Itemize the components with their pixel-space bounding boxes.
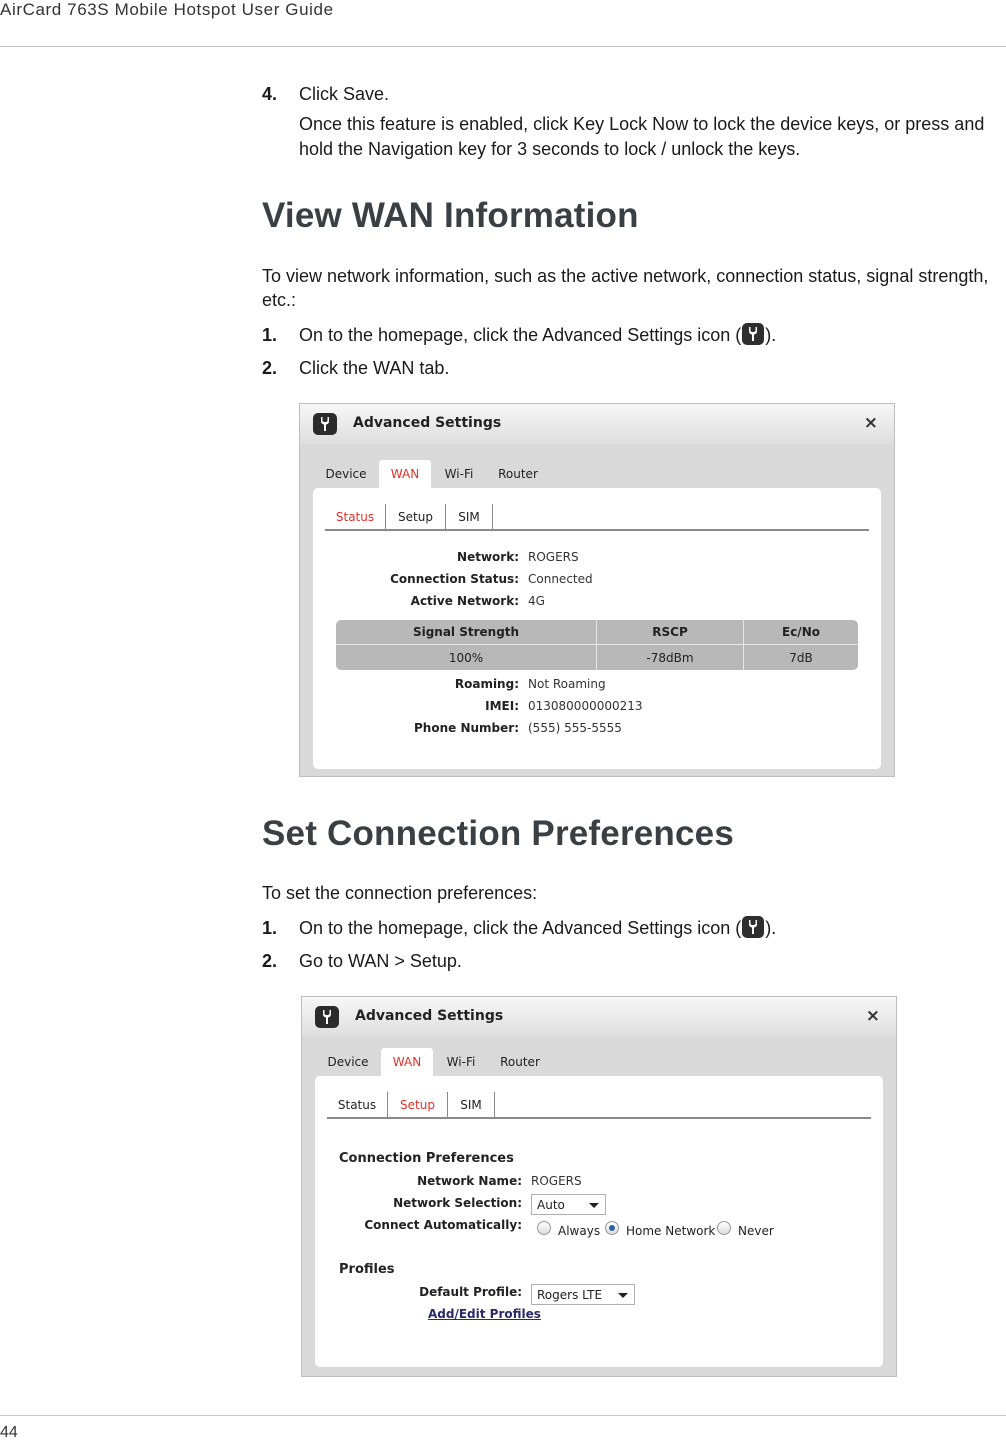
section-heading-connection-prefs: Set Connection Preferences [262, 814, 735, 853]
subtab-status[interactable]: Status [327, 1092, 388, 1119]
tab-device[interactable]: Device [325, 467, 367, 481]
tab-wan[interactable]: WAN [381, 1048, 433, 1078]
ecno-header: Ec/No [744, 620, 858, 645]
tab-device[interactable]: Device [327, 1055, 369, 1069]
header-divider [0, 46, 1006, 47]
radio-never[interactable] [717, 1221, 731, 1235]
imei-label: IMEI: [485, 699, 519, 713]
signal-strength-header: Signal Strength [336, 620, 597, 645]
radio-home-network-label: Home Network [626, 1224, 716, 1238]
wrench-icon [315, 1006, 339, 1028]
tab-wan[interactable]: WAN [379, 460, 431, 490]
profiles-title: Profiles [339, 1262, 395, 1277]
connection-preferences-title: Connection Preferences [339, 1151, 514, 1166]
signal-table-header [336, 620, 858, 645]
dialog-title: Advanced Settings [355, 1008, 504, 1024]
chevron-down-icon [618, 1293, 628, 1298]
tab-wifi[interactable]: Wi-Fi [446, 1055, 476, 1069]
page-number: 44 [0, 1424, 18, 1441]
dialog-titlebar [302, 997, 896, 1037]
add-edit-profiles-link[interactable]: Add/Edit Profiles [428, 1307, 541, 1321]
step-text: On to the homepage, click the Advanced Settings icon ( ). [299, 325, 777, 345]
key-lock-note: Once this feature is enabled, click Key Lock Now to lock the device keys, or press and hold the Navigation key for 3 seconds to lock / unlock the keys. [299, 114, 985, 159]
network-selection-dropdown[interactable] [531, 1194, 606, 1215]
radio-home-network[interactable] [605, 1221, 619, 1235]
step-number: 2. [262, 358, 278, 378]
wrench-icon [313, 413, 337, 435]
radio-always-label: Always [558, 1224, 601, 1238]
subtab-sim[interactable]: SIM [446, 504, 493, 531]
tab-wifi[interactable]: Wi-Fi [444, 467, 474, 481]
wan-panel [315, 1076, 883, 1367]
step-text: Go to WAN > Setup. [299, 951, 462, 971]
connect-automatically-label: Connect Automatically: [364, 1218, 522, 1232]
step-text: Click the WAN tab. [299, 358, 450, 378]
advanced-settings-icon [742, 916, 764, 938]
signal-table [336, 620, 858, 670]
phone-number-value: (555) 555-5555 [528, 721, 622, 735]
connection-status-label: Connection Status: [390, 572, 519, 586]
close-icon[interactable]: × [865, 1006, 880, 1026]
default-profile-dropdown[interactable] [531, 1284, 635, 1305]
signal-table-row [336, 645, 858, 670]
advanced-settings-dialog-wan-setup [301, 996, 897, 1377]
active-network-label: Active Network: [410, 594, 519, 608]
roaming-value: Not Roaming [528, 677, 606, 691]
network-selection-value: Auto [537, 1198, 565, 1212]
step-text: On to the homepage, click the Advanced Settings icon ( ). [299, 918, 777, 938]
roaming-label: Roaming: [454, 677, 519, 691]
imei-value: 013080000000213 [528, 699, 643, 713]
network-selection-label: Network Selection: [393, 1196, 522, 1210]
network-label: Network: [457, 550, 519, 564]
radio-never-label: Never [738, 1224, 774, 1238]
step-number: 2. [262, 951, 278, 971]
signal-strength-value: 100% [336, 645, 597, 670]
default-profile-value: Rogers LTE [537, 1288, 603, 1302]
sub-tabs [327, 1092, 871, 1119]
connection-status-value: Connected [528, 572, 593, 586]
section-heading-view-wan: View WAN Information [262, 196, 639, 235]
step-number: 1. [262, 325, 278, 345]
default-profile-label: Default Profile: [419, 1285, 522, 1299]
tab-router[interactable]: Router [498, 467, 538, 481]
ecno-value: 7dB [744, 645, 858, 670]
close-icon[interactable]: × [863, 413, 878, 433]
network-name-value: ROGERS [531, 1174, 582, 1188]
subtab-setup[interactable]: Setup [386, 504, 446, 531]
step-text: Click Save. [299, 84, 390, 104]
network-name-label: Network Name: [417, 1174, 522, 1188]
wan-intro: To view network information, such as the active network, connection status, signal strength, etc.: [262, 266, 989, 310]
rscp-value: -78dBm [597, 645, 744, 670]
tab-router[interactable]: Router [500, 1055, 540, 1069]
subtab-setup[interactable]: Setup [388, 1092, 448, 1119]
prefs-intro: To set the connection preferences: [262, 883, 538, 903]
network-value: ROGERS [528, 550, 579, 564]
chevron-down-icon [589, 1203, 599, 1208]
step-number: 4. [262, 84, 278, 104]
subtab-sim[interactable]: SIM [448, 1092, 495, 1119]
sub-tabs [325, 504, 869, 531]
active-network-value: 4G [528, 594, 545, 608]
dialog-title: Advanced Settings [353, 415, 502, 431]
footer-divider [0, 1415, 1006, 1416]
phone-number-label: Phone Number: [414, 721, 519, 735]
dialog-titlebar [300, 404, 894, 444]
advanced-settings-icon [742, 323, 764, 345]
rscp-header: RSCP [597, 620, 744, 645]
step-number: 1. [262, 918, 278, 938]
subtab-status[interactable]: Status [325, 504, 386, 531]
running-header: AirCard 763S Mobile Hotspot User Guide [0, 0, 334, 19]
wan-panel [313, 488, 881, 769]
radio-always[interactable] [537, 1221, 551, 1235]
advanced-settings-dialog-wan-status [299, 403, 895, 777]
